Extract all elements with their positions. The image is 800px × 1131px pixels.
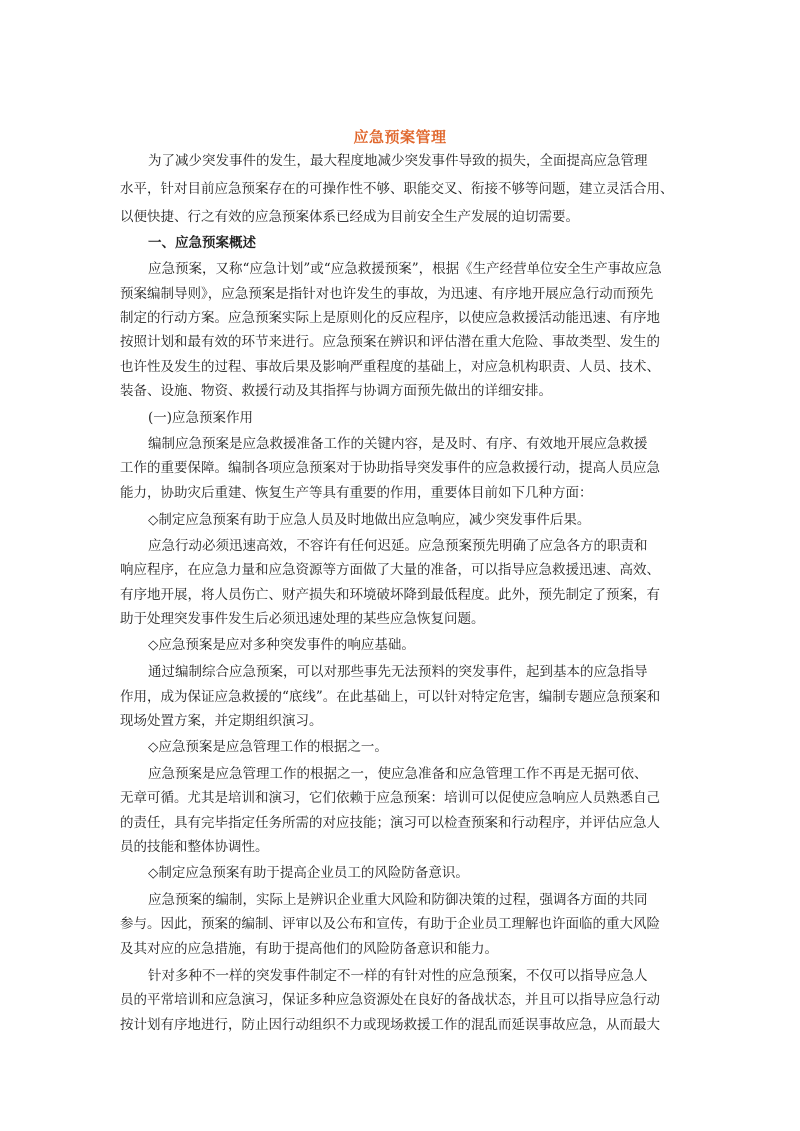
paragraph-line: 以便快捷、行之有效的应急预案体系已经成为目前安全生产发展的迫切需要。: [120, 209, 579, 225]
bullet-point: ◇应急预案是应对多种突发事件的响应基础。: [148, 637, 415, 653]
paragraph-line: 员的技能和整体协调性。: [120, 839, 269, 855]
paragraph-line: 应急预案，又称“应急计划”或“应急救援预案”，根据《生产经营单位安全生产事故应急: [148, 261, 662, 277]
paragraph-line: 应急预案是应急管理工作的根据之一，使应急准备和应急管理工作不再是无据可依、: [148, 766, 648, 782]
paragraph-line: 能力，协助灾后重建、恢复生产等具有重要的作用，重要体目前如下几种方面：: [120, 485, 593, 501]
paragraph-line: 应急行动必须迅速高效，不容许有任何迟延。应急预案预先明确了应急各方的职责和: [148, 538, 648, 554]
paragraph-line: 作用，成为保证应急救援的“底线”。在此基础上，可以针对特定危害，编制专题应急预案和: [120, 689, 661, 705]
page-title: 应急预案管理: [353, 128, 447, 146]
paragraph-line: 参与。因此，预案的编制、评审以及公布和宣传，有助于企业员工理解也许面临的重大风险: [120, 916, 660, 932]
bullet-point: ◇制定应急预案有助于应急人员及时地做出应急响应，减少突发事件后果。: [148, 512, 591, 528]
paragraph-line: 水平，针对目前应急预案存在的可操作性不够、职能交叉、衔接不够等问题，建立灵活合用、: [120, 181, 674, 197]
bullet-point: ◇应急预案是应急管理工作的根据之一。: [148, 739, 388, 755]
paragraph-line: 为了减少突发事件的发生，最大程度地减少突发事件导致的损失，全面提高应急管理: [148, 153, 648, 169]
paragraph-line: 通过编制综合应急预案，可以对那些事先无法预料的突发事件，起到基本的应急指导: [148, 664, 648, 680]
paragraph-line: 按照计划和最有效的环节来进行。应急预案在辨识和评估潜在重大危险、事故类型、发生的: [120, 334, 660, 350]
paragraph-line: 应急预案的编制，实际上是辨识企业重大风险和防御决策的过程，强调各方面的共同: [148, 892, 648, 908]
section-heading: 一、应急预案概述: [148, 235, 256, 251]
paragraph-line: 有序地开展，将人员伤亡、财产损失和环境破坏降到最低程度。此外，预先制定了预案，有: [120, 587, 660, 603]
paragraph-line: 制定的行动方案。应急预案实际上是原则化的反应程序，以使应急救援活动能迅速、有序地: [120, 310, 660, 326]
subsection-heading: (一)应急预案作用: [148, 410, 254, 426]
paragraph-line: 编制应急预案是应急救援准备工作的关键内容，是及时、有序、有效地开展应急救援: [148, 436, 648, 452]
paragraph-line: 预案编制导则》，应急预案是指针对也许发生的事故，为迅速、有序地开展应急行动而预先: [120, 286, 654, 302]
paragraph-line: 现场处置方案，并定期组织演习。: [120, 713, 323, 729]
paragraph-line: 响应程序，在应急力量和应急资源等方面做了大量的准备，可以指导应急救援迅速、高效、: [120, 562, 660, 578]
paragraph-line: 无章可循。尤其是培训和演习，它们依赖于应急预案：培训可以促使应急响应人员熟悉自己: [120, 790, 660, 806]
paragraph-line: 装备、设施、物资、救援行动及其指挥与协调方面预先做出的详细安排。: [120, 383, 552, 399]
paragraph-line: 针对多种不一样的突发事件制定不一样的有针对性的应急预案，不仅可以指导应急人: [148, 968, 648, 984]
paragraph-line: 助于处理突发事件发生后必须迅速处理的某些应急恢复问题。: [120, 611, 485, 627]
paragraph-line: 工作的重要保障。编制各项应急预案对于协助指导突发事件的应急救援行动，提高人员应急: [120, 460, 660, 476]
paragraph-line: 按计划有序地进行，防止因行动组织不力或现场救援工作的混乱而延误事故应急，从而最大: [120, 1017, 660, 1033]
paragraph-line: 及其对应的应急措施，有助于提高他们的风险防备意识和能力。: [120, 941, 498, 957]
paragraph-line: 也许性及发生的过程、事故后果及影响严重程度的基础上，对应急机构职责、人员、技术、: [120, 359, 660, 375]
bullet-point: ◇制定应急预案有助于提高企业员工的风险防备意识。: [148, 865, 469, 881]
paragraph-line: 的责任，具有完毕指定任务所需的对应技能；演习可以检查预案和行动程序，并评估应急人: [120, 815, 660, 831]
paragraph-line: 员的平常培训和应急演习，保证多种应急资源处在良好的备战状态，并且可以指导应急行动: [120, 992, 660, 1008]
